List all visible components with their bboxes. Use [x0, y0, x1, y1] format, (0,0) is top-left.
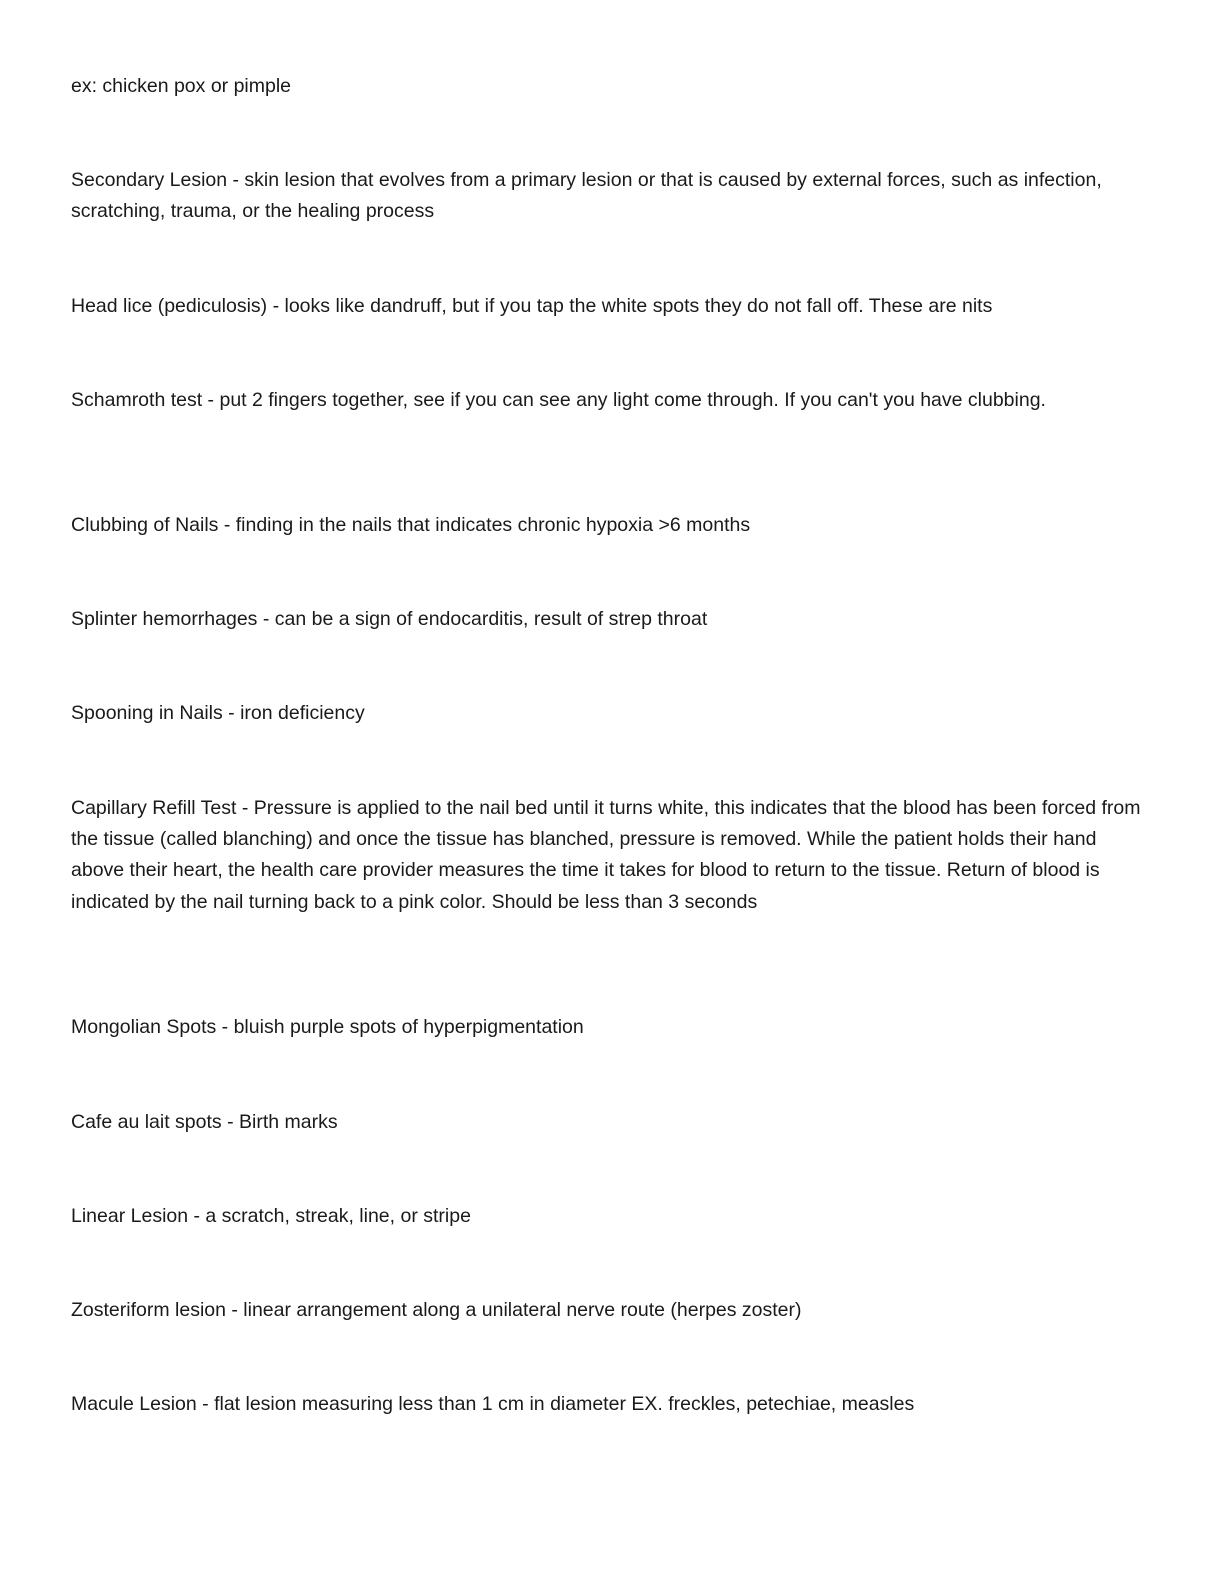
note-linear-lesion: Linear Lesion - a scratch, streak, line, or stripe [71, 1205, 471, 1227]
note-secondary-lesion: Secondary Lesion - skin lesion that evolves from a primary lesion or that is caused by external forces, such as infection, scratching, trauma, or the healing process [71, 169, 1102, 223]
note-head-lice: Head lice (pediculosis) - looks like dandruff, but if you tap the white spots they do not fall off. These are nits [71, 295, 993, 317]
note-clubbing-of-nails: Clubbing of Nails - finding in the nails that indicates chronic hypoxia >6 months [71, 514, 751, 536]
note-spooning-in-nails: Spooning in Nails - iron deficiency [71, 702, 365, 724]
note-capillary-refill-test: Capillary Refill Test - Pressure is applied to the nail bed until it turns white, this indicates that the blood has been forced from the tissue (called blanching) and once the tissue has blanched, pressure is removed. While the patient holds their hand above their heart, the health care provider measures the time it takes for blood to return to the tissue. Return of blood is indicated by the nail turning back to a pink color. Should be less than 3 seconds [71, 797, 1141, 913]
note-schamroth-test: Schamroth test - put 2 fingers together, see if you can see any light come through. If you can't you have clubbing. [71, 389, 1046, 411]
note-zosteriform-lesion: Zosteriform lesion - linear arrangement along a unilateral nerve route (herpes zoster) [71, 1299, 802, 1321]
note-macule-lesion: Macule Lesion - flat lesion measuring less than 1 cm in diameter EX. freckles, petechiae, measles [71, 1393, 915, 1415]
note-cafe-au-lait-spots: Cafe au lait spots - Birth marks [71, 1111, 338, 1133]
note-splinter-hemorrhages: Splinter hemorrhages - can be a sign of endocarditis, result of strep throat [71, 608, 708, 630]
note-mongolian-spots: Mongolian Spots - bluish purple spots of hyperpigmentation [71, 1016, 584, 1038]
note-chicken-pox-example: ex: chicken pox or pimple [71, 75, 292, 97]
